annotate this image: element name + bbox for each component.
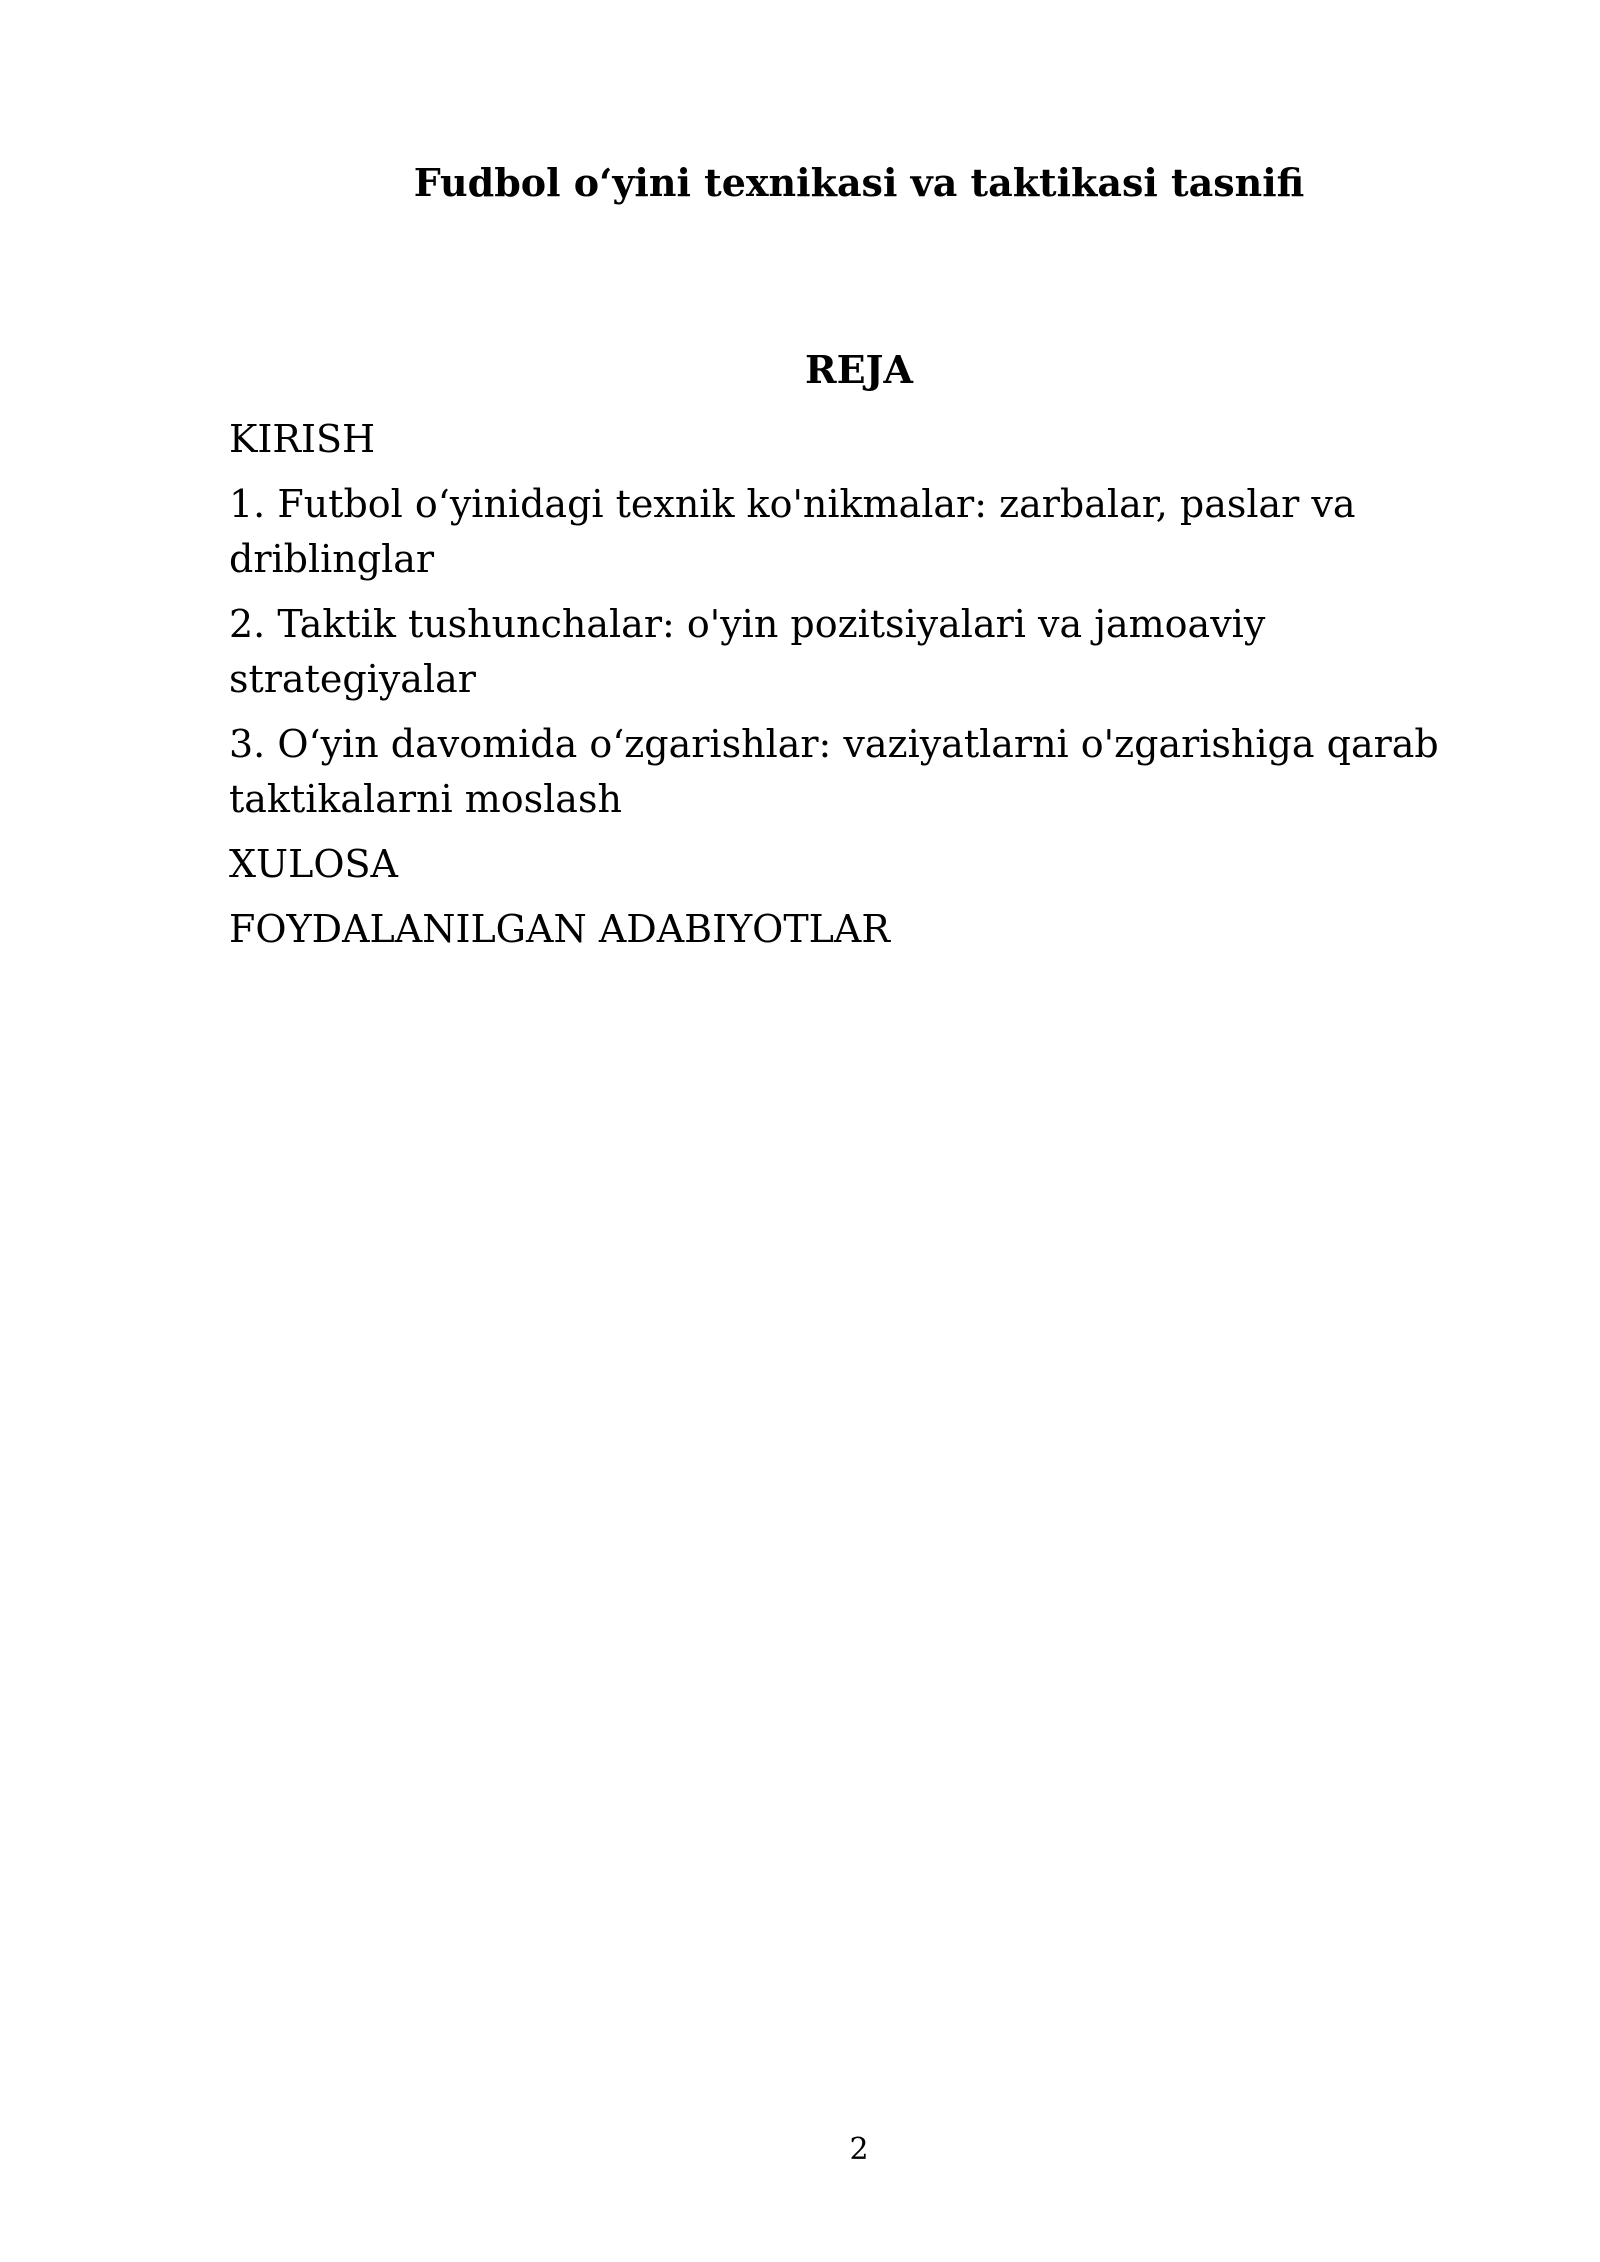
- plan-item-introduction: KIRISH: [229, 417, 376, 461]
- plan-item-conclusion: XULOSA: [229, 842, 398, 886]
- page-number: 2: [849, 2132, 869, 2167]
- plan-item-tactical-concepts: 2. Taktik tushunchalar: o'yin pozitsiyalari va jamoaviy strategiyalar: [229, 602, 1266, 701]
- plan-heading: REJA: [804, 347, 913, 392]
- plan-item-game-changes: 3. O‘yin davomida o‘zgarishlar: vaziyatlarni o'zgarishiga qarab taktikalarni moslash: [229, 722, 1439, 821]
- plan-list: [229, 412, 1459, 967]
- document-title: Fudbol o‘yini texnikasi va taktikasi tasnifi: [413, 160, 1305, 205]
- plan-item-technical-skills: 1. Futbol o‘yinidagi texnik ko'nikmalar: zarbalar, paslar va driblinglar: [229, 482, 1356, 581]
- plan-item-references: FOYDALANILGAN ADABIYOTLAR: [229, 907, 890, 951]
